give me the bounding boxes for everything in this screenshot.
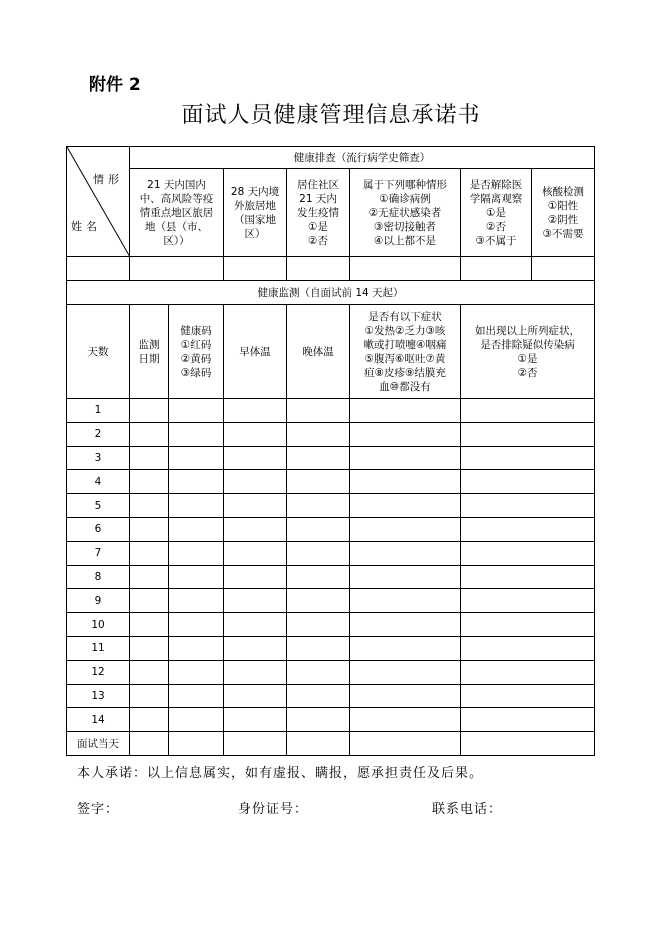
table-row [67, 684, 595, 708]
entry-symptoms[interactable] [350, 422, 461, 446]
entry-community-outbreak[interactable] [287, 257, 350, 281]
col-evening-temp: 晚体温 [287, 305, 350, 399]
entry-evening-temp[interactable] [287, 565, 350, 589]
entry-monitor-date[interactable] [130, 446, 169, 470]
entry-symptoms[interactable] [350, 517, 461, 541]
entry-monitor-date[interactable] [130, 470, 169, 494]
table-row [67, 589, 595, 613]
entry-evening-temp[interactable] [287, 636, 350, 660]
entry-evening-temp[interactable] [287, 470, 350, 494]
phone-label: 联系电话： [432, 802, 503, 817]
entry-health-code[interactable] [169, 517, 224, 541]
entry-symptoms[interactable] [350, 613, 461, 637]
diag-label-name: 姓名 [71, 220, 101, 233]
col-domestic-risk-area: 21 天内国内 中、高风险等疫 情重点地区旅居 地（县（市、 区）） [130, 169, 224, 257]
entry-evening-temp[interactable] [287, 517, 350, 541]
entry-morning-temp[interactable] [224, 422, 287, 446]
table-row [67, 446, 595, 470]
day-label: 11 [67, 636, 130, 660]
entry-exclude-infection[interactable] [461, 399, 595, 423]
entry-exclude-infection[interactable] [461, 470, 595, 494]
entry-evening-temp[interactable] [287, 494, 350, 518]
day-label: 8 [67, 565, 130, 589]
entry-symptoms[interactable] [350, 541, 461, 565]
entry-monitor-date[interactable] [130, 732, 169, 756]
entry-health-code[interactable] [169, 494, 224, 518]
day-label: 13 [67, 684, 130, 708]
monitoring-day-rows [67, 399, 595, 756]
day-label: 10 [67, 613, 130, 637]
table-row [67, 470, 595, 494]
entry-name[interactable] [67, 257, 130, 281]
entry-exclude-infection[interactable] [461, 422, 595, 446]
col-nucleic-acid-test: 核酸检测 ①阳性 ②阴性 ③不需要 [532, 169, 595, 257]
entry-quarantine-release[interactable] [461, 257, 532, 281]
entry-monitor-date[interactable] [130, 708, 169, 732]
entry-symptoms[interactable] [350, 636, 461, 660]
entry-health-code[interactable] [169, 565, 224, 589]
entry-symptoms[interactable] [350, 565, 461, 589]
health-form-table [66, 146, 595, 756]
promise-statement: 本人承诺：以上信息属实，如有虚报、瞒报，愿承担责任及后果。 [77, 766, 484, 781]
entry-health-code[interactable] [169, 708, 224, 732]
entry-health-code[interactable] [169, 732, 224, 756]
entry-monitor-date[interactable] [130, 565, 169, 589]
col-quarantine-release: 是否解除医 学隔离观察 ①是 ②否 ③不属于 [461, 169, 532, 257]
entry-exclude-infection[interactable] [461, 565, 595, 589]
day-label: 9 [67, 589, 130, 613]
entry-health-code[interactable] [169, 470, 224, 494]
table-row [67, 732, 595, 756]
entry-nucleic-acid-test[interactable] [532, 257, 595, 281]
entry-monitor-date[interactable] [130, 517, 169, 541]
day-label: 14 [67, 708, 130, 732]
entry-morning-temp[interactable] [224, 399, 287, 423]
entry-evening-temp[interactable] [287, 589, 350, 613]
entry-evening-temp[interactable] [287, 732, 350, 756]
entry-exclude-infection[interactable] [461, 446, 595, 470]
entry-evening-temp[interactable] [287, 708, 350, 732]
entry-case-category[interactable] [350, 257, 461, 281]
entry-symptoms[interactable] [350, 446, 461, 470]
entry-evening-temp[interactable] [287, 684, 350, 708]
entry-overseas-travel[interactable] [224, 257, 287, 281]
table-row [67, 565, 595, 589]
table-row [67, 422, 595, 446]
diagonal-line [67, 147, 130, 257]
diag-label-situation: 情形 [93, 173, 123, 186]
col-morning-temp: 早体温 [224, 305, 287, 399]
entry-evening-temp[interactable] [287, 541, 350, 565]
entry-morning-temp[interactable] [224, 660, 287, 684]
entry-monitor-date[interactable] [130, 613, 169, 637]
entry-morning-temp[interactable] [224, 517, 287, 541]
monitoring-group-title: 健康监测（自面试前 14 天起） [67, 281, 595, 305]
col-case-category: 属于下列哪种情形 ①确诊病例 ②无症状感染者 ③密切接触者 ④以上都不是 [350, 169, 461, 257]
entry-morning-temp[interactable] [224, 565, 287, 589]
table-row [67, 494, 595, 518]
entry-exclude-infection[interactable] [461, 684, 595, 708]
entry-morning-temp[interactable] [224, 636, 287, 660]
entry-morning-temp[interactable] [224, 470, 287, 494]
screening-group-title: 健康排查（流行病学史筛查） [130, 147, 595, 169]
entry-evening-temp[interactable] [287, 399, 350, 423]
entry-exclude-infection[interactable] [461, 732, 595, 756]
entry-health-code[interactable] [169, 541, 224, 565]
entry-evening-temp[interactable] [287, 422, 350, 446]
col-day: 天数 [67, 305, 130, 399]
entry-symptoms[interactable] [350, 708, 461, 732]
entry-morning-temp[interactable] [224, 732, 287, 756]
table-row [67, 613, 595, 637]
entry-monitor-date[interactable] [130, 494, 169, 518]
day-label: 1 [67, 399, 130, 423]
entry-morning-temp[interactable] [224, 589, 287, 613]
entry-exclude-infection[interactable] [461, 589, 595, 613]
entry-evening-temp[interactable] [287, 613, 350, 637]
entry-monitor-date[interactable] [130, 684, 169, 708]
entry-health-code[interactable] [169, 589, 224, 613]
entry-morning-temp[interactable] [224, 541, 287, 565]
entry-exclude-infection[interactable] [461, 660, 595, 684]
col-monitor-date: 监测 日期 [130, 305, 169, 399]
entry-symptoms[interactable] [350, 494, 461, 518]
entry-monitor-date[interactable] [130, 399, 169, 423]
screening-entry-row [67, 257, 595, 281]
diagonal-header-cell [67, 147, 130, 257]
entry-exclude-infection[interactable] [461, 708, 595, 732]
col-overseas-travel: 28 天内境 外旅居地 （国家地 区） [224, 169, 287, 257]
col-health-code: 健康码 ①红码 ②黄码 ③绿码 [169, 305, 224, 399]
entry-domestic-risk-area[interactable] [130, 257, 224, 281]
entry-exclude-infection[interactable] [461, 517, 595, 541]
col-community-outbreak: 居住社区 21 天内 发生疫情 ①是 ②否 [287, 169, 350, 257]
day-label: 5 [67, 494, 130, 518]
entry-symptoms[interactable] [350, 684, 461, 708]
entry-health-code[interactable] [169, 660, 224, 684]
day-label: 2 [67, 422, 130, 446]
entry-monitor-date[interactable] [130, 589, 169, 613]
day-label: 3 [67, 446, 130, 470]
table-row [67, 541, 595, 565]
entry-morning-temp[interactable] [224, 708, 287, 732]
entry-evening-temp[interactable] [287, 660, 350, 684]
entry-symptoms[interactable] [350, 732, 461, 756]
entry-exclude-infection[interactable] [461, 541, 595, 565]
entry-health-code[interactable] [169, 446, 224, 470]
entry-symptoms[interactable] [350, 589, 461, 613]
entry-symptoms[interactable] [350, 470, 461, 494]
day-label: 面试当天 [67, 732, 130, 756]
table-row [67, 660, 595, 684]
signature-label: 签字： [77, 802, 120, 817]
table-row [67, 636, 595, 660]
entry-health-code[interactable] [169, 636, 224, 660]
entry-monitor-date[interactable] [130, 541, 169, 565]
col-symptoms: 是否有以下症状 ①发热②乏力③咳 嗽或打喷嚏④咽痛 ⑤腹泻⑥呕吐⑦黄 疸⑧皮疹⑨结膜充 血⑩都没有 [350, 305, 461, 399]
table-row [67, 708, 595, 732]
entry-monitor-date[interactable] [130, 422, 169, 446]
entry-exclude-infection[interactable] [461, 613, 595, 637]
entry-health-code[interactable] [169, 613, 224, 637]
table-row [67, 517, 595, 541]
entry-health-code[interactable] [169, 422, 224, 446]
entry-morning-temp[interactable] [224, 613, 287, 637]
day-label: 12 [67, 660, 130, 684]
day-label: 7 [67, 541, 130, 565]
entry-monitor-date[interactable] [130, 660, 169, 684]
entry-morning-temp[interactable] [224, 494, 287, 518]
day-label: 4 [67, 470, 130, 494]
id-number-label: 身份证号： [238, 802, 309, 817]
entry-morning-temp[interactable] [224, 446, 287, 470]
entry-monitor-date[interactable] [130, 636, 169, 660]
entry-health-code[interactable] [169, 399, 224, 423]
day-label: 6 [67, 517, 130, 541]
attachment-label: 附件 2 [89, 75, 141, 95]
page-title: 面试人员健康管理信息承诺书 [181, 103, 481, 128]
entry-evening-temp[interactable] [287, 446, 350, 470]
entry-morning-temp[interactable] [224, 684, 287, 708]
table-row [67, 399, 595, 423]
col-exclude-infection: 如出现以上所列症状， 是否排除疑似传染病 ①是 ②否 [461, 305, 595, 399]
entry-exclude-infection[interactable] [461, 636, 595, 660]
entry-health-code[interactable] [169, 684, 224, 708]
entry-exclude-infection[interactable] [461, 494, 595, 518]
entry-symptoms[interactable] [350, 399, 461, 423]
entry-symptoms[interactable] [350, 660, 461, 684]
